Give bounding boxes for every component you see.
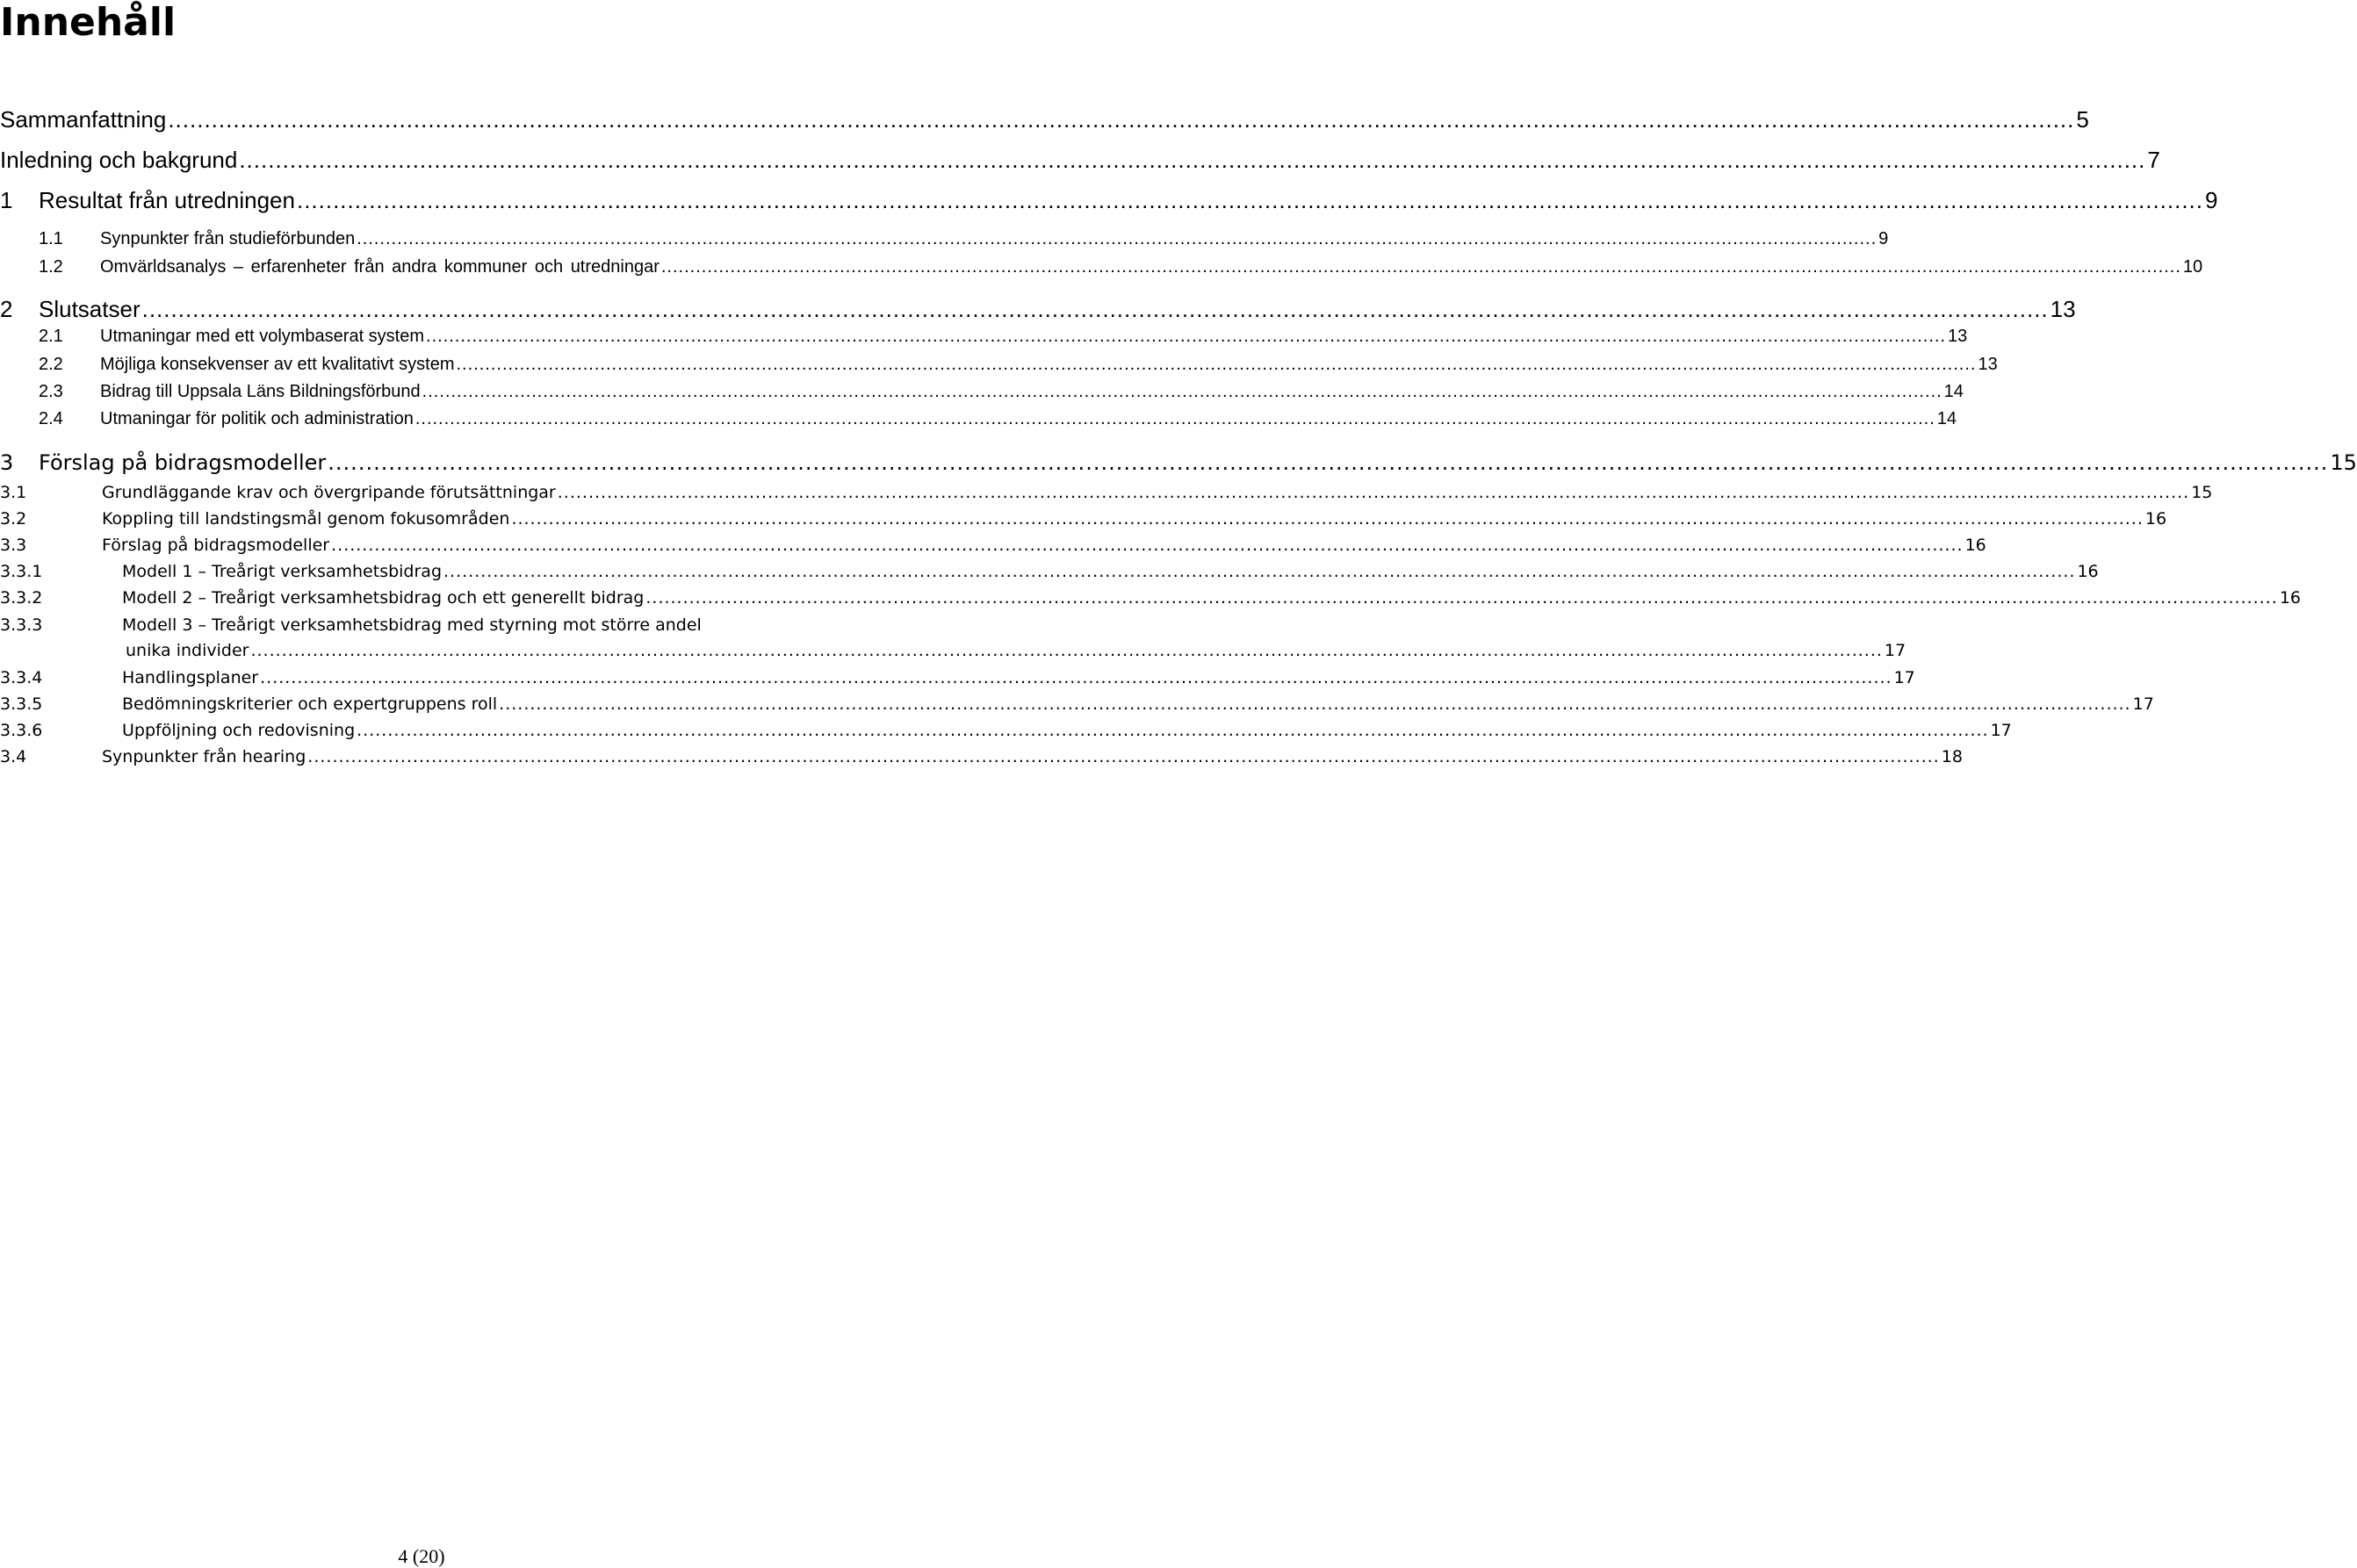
toc-leader-dots (260, 666, 1892, 690)
toc-entry-text: Förslag på bidragsmodeller (102, 536, 330, 555)
toc-leader-dots (499, 693, 2130, 716)
toc-entry-page: 13 (2050, 296, 2076, 322)
toc-entry-page: 5 (2076, 106, 2089, 133)
toc-leader-dots (645, 586, 2277, 610)
toc-entry-text: Grundläggande krav och övergripande förutsättningar (102, 483, 556, 502)
toc-entry-number: 1.1 (39, 229, 63, 248)
toc-entry-text-continued: unika individer (126, 641, 249, 660)
toc-entry-number: 3.2 (0, 509, 27, 529)
toc-entry-page: 9 (1878, 229, 1889, 248)
toc-leader-dots (457, 352, 1977, 377)
toc-entry-number: 2.2 (39, 355, 63, 374)
toc-leader-dots (239, 145, 2145, 175)
toc-entry-text: Bedömningskriterier och expertgruppens roll (122, 694, 498, 714)
toc-leader-dots (661, 255, 2181, 279)
toc-entry-text: Resultat från utredningen (39, 187, 295, 213)
toc-leader-dots (443, 560, 2075, 584)
toc-entry-text: Modell 2 – Treårigt verksamhetsbidrag och ett generellt bidrag (122, 588, 645, 608)
toc-entry-number: 3.3.3 (0, 615, 43, 635)
toc-entry-text: Inledning och bakgrund (0, 147, 238, 173)
toc-entry-page: 18 (1941, 747, 1963, 766)
page-number: 4 (20) (398, 1545, 445, 1567)
toc-leader-dots (357, 227, 1877, 251)
toc-entry-number: 3.3.4 (0, 668, 43, 687)
toc-entry-page: 9 (2205, 187, 2218, 213)
toc-leader-dots (357, 719, 1988, 743)
toc-entry-text: Synpunkter från hearing (102, 747, 306, 766)
toc-entry-text: Omvärldsanalys – erfarenheter från andra kommuner och utredningar (100, 257, 660, 277)
toc-entry-page: 16 (2144, 509, 2167, 529)
toc-entry-number: 3.3.6 (0, 721, 43, 740)
toc-entry-number: 2.3 (39, 382, 63, 401)
toc-entry-page: 17 (1884, 641, 1907, 660)
toc-entry-page: 7 (2147, 147, 2160, 173)
toc-entry[interactable] (0, 614, 1907, 666)
toc-entry-page: 15 (2191, 483, 2213, 502)
toc-entry-text: Slutsatser (39, 296, 141, 322)
page-title: Innehåll (0, 0, 177, 45)
toc-entry-text: Handlingsplaner (122, 668, 259, 687)
toc-entry-number: 2.4 (39, 409, 63, 428)
toc-entry-page: 14 (1936, 409, 1957, 428)
toc-entry-page: 14 (1943, 382, 1964, 401)
toc-entry-number: 3.3.1 (0, 562, 43, 581)
toc-entry-number: 1.2 (39, 257, 63, 277)
toc-entry-number: 3.4 (0, 747, 27, 766)
toc-leader-dots (331, 534, 1963, 557)
toc-entry-page: 13 (1947, 327, 1968, 346)
toc-entry-text: Modell 3 – Treårigt verksamhetsbidrag med styrning mot större andel (122, 615, 702, 635)
toc-entry-number: 3 (0, 450, 14, 475)
toc-leader-dots (422, 379, 1943, 404)
toc-entry-text: Sammanfattning (0, 106, 167, 133)
toc-entry-page: 16 (1964, 536, 1986, 555)
toc-entry-text: Förslag på bidragsmodeller (39, 450, 327, 475)
toc-entry-text: Bidrag till Uppsala Läns Bildningsförbund (100, 382, 421, 401)
toc-entry-text: Uppföljning och redovisning (122, 721, 356, 740)
toc-entry-number: 2 (0, 296, 13, 322)
toc-entry-number: 3.3 (0, 536, 27, 555)
toc-entry-number: 3.3.5 (0, 694, 43, 714)
toc-entry-number: 2.1 (39, 327, 63, 346)
toc-leader-dots (426, 324, 1946, 349)
toc-leader-dots (168, 104, 2074, 134)
toc-entry-page: 15 (2330, 450, 2357, 475)
toc-leader-dots (558, 481, 2189, 505)
toc-entry-page: 13 (1978, 355, 1998, 374)
toc-entry-text: Synpunkter från studieförbunden (100, 229, 356, 248)
toc-leader-dots (328, 449, 2328, 477)
toc-leader-dots (511, 507, 2143, 531)
toc-leader-dots (142, 294, 2049, 324)
toc-leader-dots (250, 639, 1882, 663)
toc-entry-page: 16 (2077, 562, 2099, 581)
toc-entry-number: 1 (0, 187, 13, 213)
toc-leader-dots (297, 185, 2203, 215)
toc-entry-text: Modell 1 – Treårigt verksamhetsbidrag (122, 562, 443, 581)
toc-entry-page: 17 (2132, 694, 2154, 714)
toc-entry-page: 17 (1893, 668, 1915, 687)
toc-entry-page: 17 (1990, 721, 2012, 740)
toc-entry-text: Utmaningar med ett volymbaserat system (100, 327, 425, 346)
toc-entry-text: Koppling till landstingsmål genom fokusområden (102, 509, 510, 529)
toc-entry-number: 3.3.2 (0, 588, 43, 608)
toc-leader-dots (307, 745, 1939, 769)
toc-entry-number: 3.1 (0, 483, 27, 502)
toc-entry-page: 10 (2182, 257, 2203, 277)
toc-entry-text: Möjliga konsekvenser av ett kvalitativt system (100, 355, 455, 374)
toc-entry-text: Utmaningar för politik och administration (100, 409, 414, 428)
toc-entry-page: 16 (2279, 588, 2301, 608)
toc-leader-dots (415, 406, 1935, 431)
